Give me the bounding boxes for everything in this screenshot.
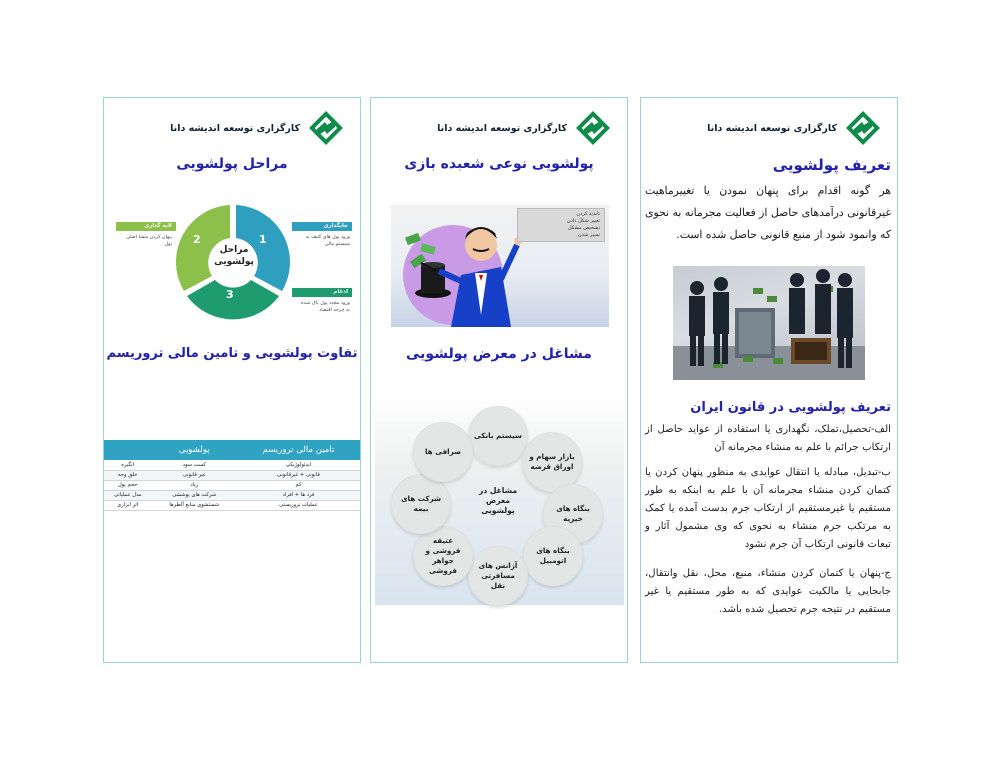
table-cell: کسب سود [152, 460, 238, 470]
magic-note-line: تشخیص مشکل [568, 225, 600, 231]
table-row [104, 460, 360, 470]
magic-title: پولشویی نوعی شعبده بازی [404, 156, 594, 172]
brand-header [170, 108, 346, 148]
brand-name: کارگزاری توسعه اندیشه دانا [707, 122, 837, 134]
company-logo-icon [573, 108, 613, 148]
company-logo-icon [843, 108, 883, 148]
table-row [104, 490, 360, 500]
table-cell: انگیزه [104, 460, 152, 470]
magic-note-line: نابدید کردن [576, 211, 600, 217]
table-cell: زیاد [152, 480, 238, 490]
brand-name: کارگزاری توسعه اندیشه دانا [170, 122, 300, 134]
table-header: پولشویی [152, 440, 238, 460]
job-car-dealer-bubble: بنگاه های اتومبیل [523, 526, 583, 586]
stage-1-tag: جایگذاری [292, 222, 352, 231]
table-cell: شستشوی منابع آلطرها [152, 500, 238, 510]
table-cell: کم [237, 480, 360, 490]
law-clause-a: الف-تحصیل،تملک، نگهداری یا استفاده از عواید حاصل از ارتکاب جرائم با علم به منشاء مجرمانه آن [645, 424, 891, 453]
magic-note-line: تمییز شدن [577, 232, 600, 238]
stage-2-number: 2 [193, 233, 201, 246]
magician-illustration [391, 205, 609, 327]
law-title: تعریف پولشویی در قانون ایران [690, 400, 891, 415]
job-antique-bubble: عتیقه فروشی و جواهر فروشی [413, 526, 473, 586]
businessmen-money-icon [673, 266, 865, 380]
jobs-center-label: مشاغل در معرض پولشویی [478, 486, 518, 515]
law-clause-b: ب-تبدیل، مبادله یا انتقال عوایدی به منظور پنهان کردن یا کتمان کردن منشاء مجرمانه آن با علم به اینکه به طور مستقیم یا غیرمستقیم از ارتکاب جرم بدست آمده یا کمک به مرتکب جرم منشاء به نحوی که وی مشمول آثار و تبعات قانونی ارتکاب آن جرم نشود [645, 467, 891, 550]
table-cell: فرد ها + افراد [237, 490, 360, 500]
job-stock-bubble: بازار سهام و اوراق قرضه [522, 432, 582, 492]
magic-note-box [517, 208, 605, 242]
table-cell: اثر ابزاری [104, 500, 152, 510]
stage-3-number: 3 [226, 288, 234, 301]
brand-header [437, 108, 613, 148]
table-cell: حجم پول [104, 480, 152, 490]
stages-title: مراحل پولشویی [176, 156, 288, 172]
jobs-title: مشاغل در معرض پولشویی [406, 346, 592, 362]
table-cell: مدل عملیاتی [104, 490, 152, 500]
job-travel-agency-bubble: آژانس های مسافرتی نقل [468, 546, 528, 606]
stage-1-number: 1 [259, 233, 267, 246]
job-exchange-bubble: صرافی ها [413, 422, 473, 482]
stage-2-tag: لایه گذاری [116, 222, 176, 231]
job-charity-bubble: بنگاه های خیریه [543, 484, 603, 544]
table-row [104, 470, 360, 480]
businessmen-money-photo [673, 266, 865, 380]
compare-title: تفاوت پولشویی و تامین مالی تروریسم [106, 346, 358, 361]
table-header [104, 440, 152, 460]
stage-2-desc: پنهان کردن منشا اصلی پول [126, 235, 172, 247]
table-cell: ایدئولوژیکی [237, 460, 360, 470]
stage-3-desc: ورود مجدد پول پاک شده به چرخه اقتصاد [301, 301, 350, 313]
stage-1-desc: ورود پول های کثیف به سیستم مالی [305, 235, 350, 247]
definition-text: هر گونه اقدام برای پنهان نمودن یا تغییرماهیت غیرقانونی درآمدهای حاصل از فعالیت مجرمانه به نحوی که وانمود شود از منبع قانونی حاصل شده است. [645, 184, 891, 241]
law-clause-c: ج-پنهان یا کتمان کردن منشاء، منبع، محل، نقل وانتقال، جابجایی یا مالکیت عوایدی که به طور مستقیم یا غیر مستقیم در نتیجه جرم تحصیل شده باشد. [645, 568, 891, 615]
brand-name: کارگزاری توسعه اندیشه دانا [437, 122, 567, 134]
table-cell: شرکت های پوششی [152, 490, 238, 500]
compare-table [104, 440, 360, 511]
magic-note-line: تغییر شکل دادن [566, 218, 600, 224]
job-banking-bubble: سیستم بانکی [468, 406, 528, 466]
job-insurance-bubble: شرکت های بیمه [391, 474, 451, 534]
table-cell: قانونی + غیرقانونی [237, 470, 360, 480]
company-logo-icon [306, 108, 346, 148]
panel-definition [640, 97, 898, 663]
panel-stages [103, 97, 361, 663]
table-cell: خلق وجه [104, 470, 152, 480]
stage-3-tag: ادغام [292, 288, 352, 297]
cycle-center-label: مراحل پولشویی [214, 245, 254, 267]
definition-title: تعریف پولشویی [772, 156, 891, 174]
table-cell: غیر قانونی [152, 470, 238, 480]
table-cell: عملیات تروریستی [237, 500, 360, 510]
table-header: تامین مالی تروریسم [237, 440, 360, 460]
table-header-row [104, 440, 360, 460]
brand-header [707, 108, 883, 148]
panel-magic-and-jobs [370, 97, 628, 663]
table-row [104, 480, 360, 490]
table-row [104, 500, 360, 510]
